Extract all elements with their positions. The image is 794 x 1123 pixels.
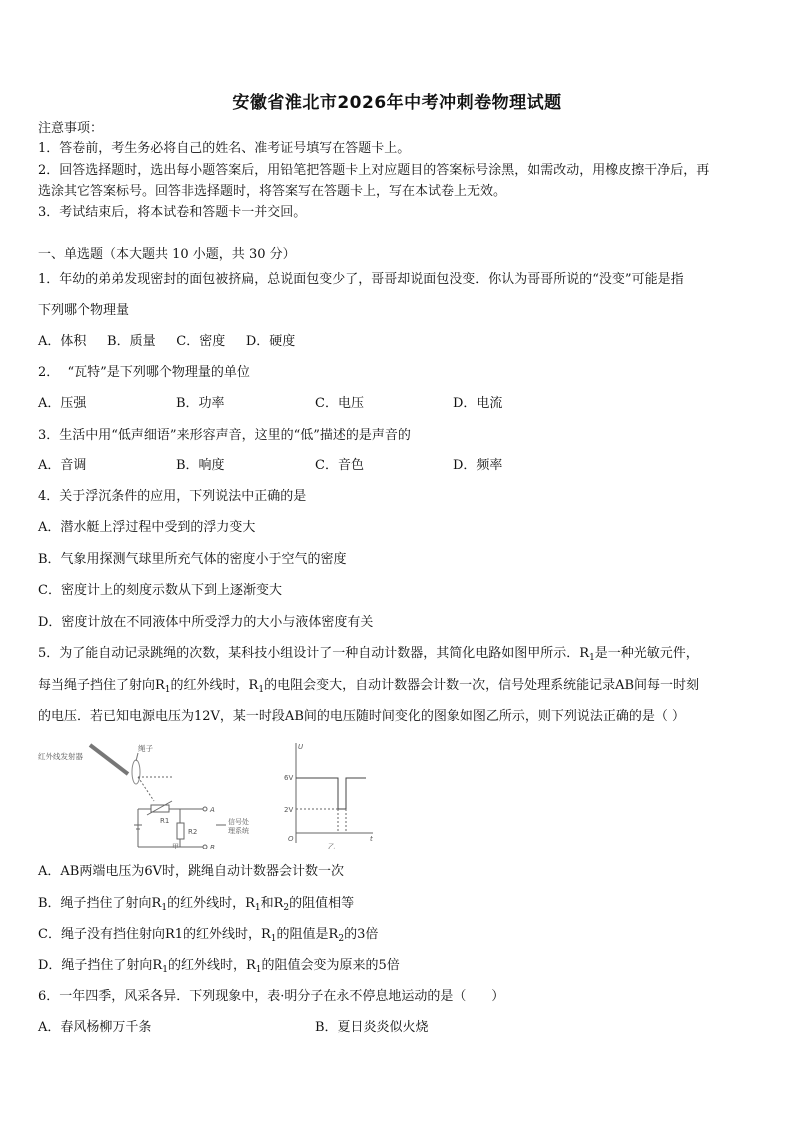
svg-text:A: A — [210, 806, 215, 814]
q3-option-c: C．音色 — [315, 458, 364, 473]
q5-option-c: C．绳子没有挡住射向R1的红外线时，$R_1$的阻值是$R_2$的3倍 — [38, 927, 379, 944]
svg-text:R1: R1 — [160, 817, 170, 825]
q5-option-a: A．AB两端电压为6V时，跳绳自动计数器会计数一次 — [38, 864, 344, 879]
q4-option-d: D．密度计放在不同液体中所受浮力的大小与液体密度有关 — [38, 615, 374, 630]
notice-item-3: 3．考试结束后，将本试卷和答题卡一并交回。 — [38, 205, 307, 220]
q6-stem: 6．一年四季，风采各异．下列现象中，表·明分子在永不停息地运动的是（ ） — [38, 989, 505, 1004]
q6-option-b: B．夏日炎炎似火烧 — [315, 1020, 429, 1035]
svg-text:U: U — [298, 743, 304, 751]
rope — [132, 760, 140, 784]
q1-stem: 1．年幼的弟弟发现密封的面包被挤扁，总说面包变少了，哥哥却说面包没变．你认为哥哥所说的“没变”可能是指 — [38, 272, 684, 287]
q6-option-a: A．春风杨柳万千条 — [38, 1020, 152, 1035]
q4-option-b: B．气象用探测气球里所充气体的密度小于空气的密度 — [38, 552, 347, 567]
svg-text:B: B — [210, 844, 215, 849]
q4-option-c: C．密度计上的刻度示数从下到上逐渐变大 — [38, 583, 282, 598]
svg-text:O: O — [288, 835, 294, 843]
svg-text:2V: 2V — [284, 806, 294, 814]
q2-stem: 2． “瓦特”是下列哪个物理量的单位 — [38, 365, 250, 380]
page-title: 安徽省淮北市2026年中考冲刺卷物理试题 — [232, 93, 562, 113]
emitter-body — [90, 745, 128, 774]
section-heading: 一、单选题（本大题共 10 小题，共 30 分） — [38, 247, 296, 262]
q2-option-d: D．电流 — [453, 396, 503, 411]
resistor-r2 — [177, 823, 184, 839]
q5-stem-line-2: 每当绳子挡住了射向$R_1$的红外线时，$R_1$的电阻会变大，自动计数器会计数一次，信号处理系统能记录AB间每一时刻 — [38, 678, 700, 695]
circuit-diagram — [38, 743, 249, 849]
q4-option-a: A．潜水艇上浮过程中受到的浮力变大 — [38, 520, 256, 535]
q2-option-b: B．功率 — [176, 396, 225, 411]
beam — [138, 777, 154, 801]
q3-option-b: B．响度 — [176, 458, 225, 473]
emitter-label: 红外线发射器 — [38, 752, 83, 761]
svg-text:理系统: 理系统 — [228, 827, 249, 835]
notice-item-1: 1．答卷前，考生务必将自己的姓名、准考证号填写在答题卡上。 — [38, 141, 411, 156]
q2-option-c: C．电压 — [315, 396, 364, 411]
q3-option-a: A．音调 — [38, 458, 87, 473]
q1-stem-cont: 下列哪个物理量 — [38, 303, 130, 318]
svg-text:6V: 6V — [284, 774, 294, 782]
label-jia: 甲 — [172, 843, 179, 849]
q3-option-d: D．频率 — [453, 458, 503, 473]
notice-item-2: 2．回答选择题时，选出每小题答案后，用铅笔把答题卡上对应题目的答案标号涂黑，如需改动，用橡皮擦干净后，再 — [38, 163, 710, 178]
q3-stem: 3．生活中用“低声细语”来形容声音，这里的“低”描述的是声音的 — [38, 428, 411, 443]
voltage-trace — [296, 778, 366, 809]
svg-text:t: t — [370, 835, 373, 843]
q5-stem-line-1: 5．为了能自动记录跳绳的次数，某科技小组设计了一种自动计数器，其简化电路如图甲所示．$R_1$是一种光敏元件， — [38, 646, 699, 663]
rope-label: 绳子 — [138, 744, 153, 753]
q1-options: A．体积 B．质量 C．密度 D．硬度 — [38, 334, 296, 349]
notice-item-2-cont: 选涂其它答案标号。回答非选择题时，将答案写在答题卡上，写在本试卷上无效。 — [38, 184, 507, 199]
q5-figure — [38, 737, 388, 849]
notice-heading: 注意事项： — [38, 121, 104, 136]
q2-option-a: A．压强 — [38, 396, 87, 411]
q4-stem: 4．关于浮沉条件的应用，下列说法中正确的是 — [38, 489, 307, 504]
q5-option-b: B．绳子挡住了射向$R_1$的红外线时，$R_1$和$R_2$的阻值相等 — [38, 896, 355, 913]
q5-stem-line-3: 的电压．若已知电源电压为12V，某一时段AB间的电压随时间变化的图象如图乙所示，则下列说法正确的是（ ） — [38, 709, 686, 724]
svg-text:R2: R2 — [188, 828, 198, 836]
q5-option-d: D．绳子挡住了射向$R_1$的红外线时，$R_1$的阻值会变为原来的5倍 — [38, 958, 400, 975]
svg-text:信号处: 信号处 — [228, 818, 249, 826]
voltage-graph — [284, 743, 373, 843]
label-yi: 乙 — [328, 843, 335, 849]
